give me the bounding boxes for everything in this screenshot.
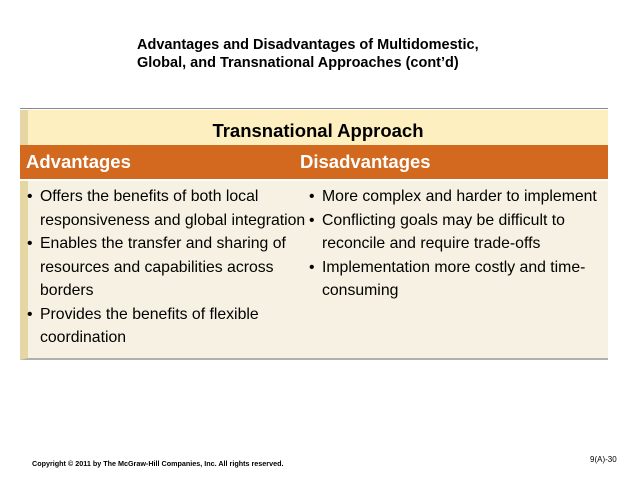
slide-title-line-1: Advantages and Disadvantages of Multidomestic,	[137, 37, 479, 53]
bullet-icon: •	[309, 211, 315, 229]
list-item-text: Offers the benefits of both local responsiveness and global integration	[40, 188, 306, 229]
list-item	[28, 303, 310, 350]
advantages-column	[28, 185, 310, 350]
list-item-text: Implementation more costly and time-consuming	[322, 258, 586, 299]
slide-title	[137, 36, 479, 72]
list-item	[28, 232, 310, 303]
slide-number: 9(A)-30	[590, 455, 617, 464]
list-item	[310, 209, 608, 256]
bullet-icon: •	[27, 305, 33, 323]
list-item-text: Provides the benefits of flexible coordination	[40, 305, 259, 346]
disadvantages-list	[310, 185, 608, 303]
slide-title-line-2: Global, and Transnational Approaches (cont’d)	[137, 55, 459, 71]
table-body-row	[20, 181, 608, 360]
list-item-text: More complex and harder to implement	[322, 188, 597, 205]
list-item-text: Conflicting goals may be difficult to reconcile and require trade-offs	[322, 211, 565, 252]
list-item	[28, 185, 310, 232]
list-item-text: Enables the transfer and sharing of resources and capabilities across borders	[40, 235, 286, 299]
table-section-header: Transnational Approach	[20, 110, 608, 145]
bullet-icon: •	[309, 258, 315, 276]
bullet-icon: •	[27, 188, 33, 205]
table-column-headers	[20, 145, 608, 181]
list-item	[310, 256, 608, 303]
bullet-icon: •	[309, 188, 315, 205]
disadvantages-column	[310, 185, 608, 350]
disadvantages-header: Disadvantages	[300, 151, 431, 172]
copyright-notice: Copyright © 2011 by The McGraw-Hill Companies, Inc. All rights reserved.	[32, 459, 284, 468]
divider	[20, 108, 608, 109]
advantages-header: Advantages	[26, 151, 131, 172]
comparison-table	[20, 110, 608, 360]
bullet-icon: •	[27, 235, 33, 252]
advantages-list	[28, 185, 310, 350]
list-item	[310, 185, 608, 209]
